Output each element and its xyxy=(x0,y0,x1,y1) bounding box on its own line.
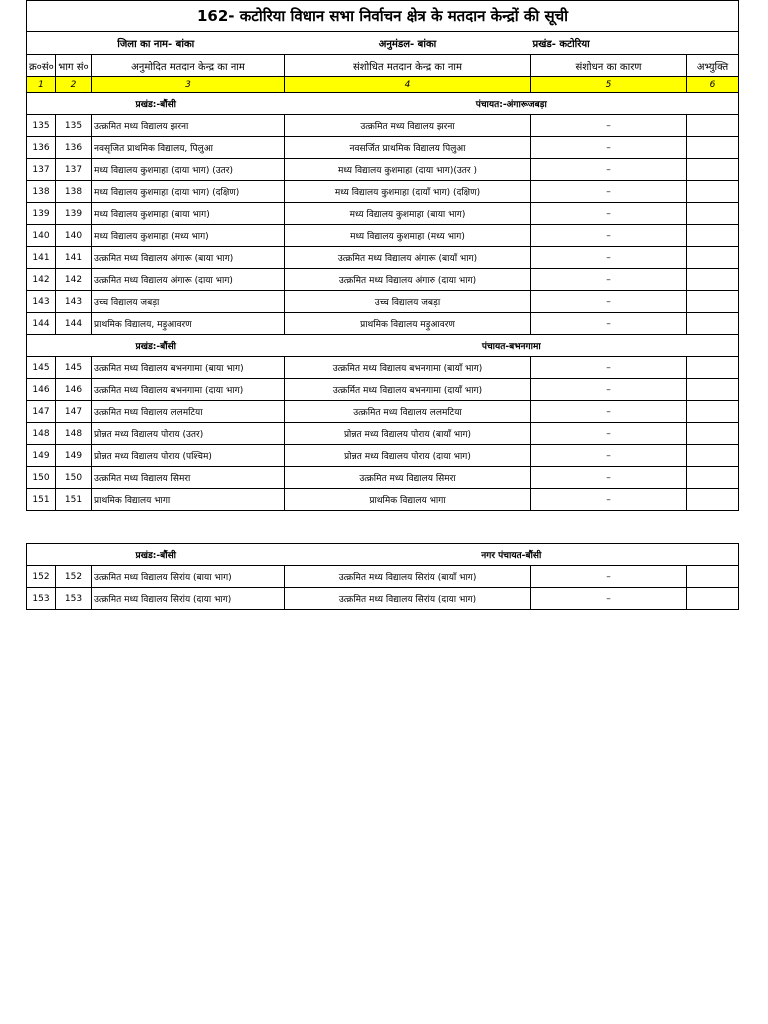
table-row xyxy=(27,445,739,467)
remarks-cell xyxy=(687,291,739,313)
column-number: 2 xyxy=(56,77,92,93)
remarks-cell xyxy=(687,203,739,225)
approved-name-cell: मध्य विद्यालय कुशमाहा (दाया भाग) (दक्षिण) xyxy=(92,181,285,203)
header-serial-no: क्र०सं० xyxy=(27,55,56,77)
revised-name-cell: मध्य विद्यालय कुशमाहा (दायाँ भाग) (दक्षिण) xyxy=(285,181,531,203)
serial-no-cell: 147 xyxy=(27,401,56,423)
table-row xyxy=(27,159,739,181)
serial-no-cell: 150 xyxy=(27,467,56,489)
part-no-cell: 146 xyxy=(56,379,92,401)
approved-name-cell: उत्क्रमित मध्य विद्यालय बभनगामा (दाया भाग) xyxy=(92,379,285,401)
header-approved-name: अनुमोदित मतदान केन्द्र का नाम xyxy=(92,55,285,77)
serial-no-cell: 144 xyxy=(27,313,56,335)
column-number: 5 xyxy=(531,77,687,93)
table-row xyxy=(27,313,739,335)
table-row xyxy=(27,115,739,137)
table-row xyxy=(27,247,739,269)
revision-reason-cell: – xyxy=(531,445,687,467)
remarks-cell xyxy=(687,588,739,610)
serial-no-cell: 145 xyxy=(27,357,56,379)
table-row xyxy=(27,181,739,203)
approved-name-cell: प्रोन्नत मध्य विद्यालय पोराय (उतर) xyxy=(92,423,285,445)
part-no-cell: 149 xyxy=(56,445,92,467)
serial-no-cell: 141 xyxy=(27,247,56,269)
column-number: 4 xyxy=(285,77,531,93)
part-no-cell: 141 xyxy=(56,247,92,269)
serial-no-cell: 139 xyxy=(27,203,56,225)
serial-no-cell: 140 xyxy=(27,225,56,247)
revision-reason-cell: – xyxy=(531,379,687,401)
table-row xyxy=(27,137,739,159)
part-no-cell: 143 xyxy=(56,291,92,313)
part-no-cell: 152 xyxy=(56,566,92,588)
part-no-cell: 137 xyxy=(56,159,92,181)
section-header-row xyxy=(27,335,739,357)
revision-reason-cell: – xyxy=(531,467,687,489)
revision-reason-cell: – xyxy=(531,225,687,247)
remarks-cell xyxy=(687,115,739,137)
remarks-cell xyxy=(687,159,739,181)
approved-name-cell: प्राथमिक विद्यालय भागा xyxy=(92,489,285,511)
polling-station-table xyxy=(26,0,739,511)
remarks-cell xyxy=(687,247,739,269)
header-revised-name: संशोधित मतदान केन्द्र का नाम xyxy=(285,55,531,77)
approved-name-cell: नवसृजित प्राथमिक विद्यालय, पिलुआ xyxy=(92,137,285,159)
revised-name-cell: उत्क्रमित मध्य विद्यालय ललमटिया xyxy=(285,401,531,423)
part-no-cell: 136 xyxy=(56,137,92,159)
approved-name-cell: उत्क्रमित मध्य विद्यालय सिरांय (दाया भाग) xyxy=(92,588,285,610)
approved-name-cell: उत्क्रमित मध्य विद्यालय सिमरा xyxy=(92,467,285,489)
revised-name-cell: उत्क्रमित मध्य विद्यालय अंगारू (बायाँ भाग) xyxy=(285,247,531,269)
table-row xyxy=(27,566,739,588)
table-row xyxy=(27,269,739,291)
column-number: 3 xyxy=(92,77,285,93)
revision-reason-cell: – xyxy=(531,357,687,379)
district-name: जिला का नाम- बांका xyxy=(27,32,285,55)
block-name: प्रखंड- कटोरिया xyxy=(531,32,739,55)
revision-reason-cell: – xyxy=(531,566,687,588)
approved-name-cell: उत्क्रमित मध्य विद्यालय सिरांय (बाया भाग) xyxy=(92,566,285,588)
approved-name-cell: उत्क्रमित मध्य विद्यालय बभनगामा (बाया भाग) xyxy=(92,357,285,379)
approved-name-cell: उच्च विद्यालय जबड़ा xyxy=(92,291,285,313)
approved-name-cell: उत्क्रमित मध्य विद्यालय अंगारू (दाया भाग) xyxy=(92,269,285,291)
header-revision-reason: संशोधन का कारण xyxy=(531,55,687,77)
table-row xyxy=(27,225,739,247)
remarks-cell xyxy=(687,269,739,291)
remarks-cell xyxy=(687,566,739,588)
serial-no-cell: 152 xyxy=(27,566,56,588)
remarks-cell xyxy=(687,313,739,335)
part-no-cell: 147 xyxy=(56,401,92,423)
revised-name-cell: उत्क्रर्मित मध्य विद्यालय बभनगामा (दायाँ भाग) xyxy=(285,379,531,401)
approved-name-cell: प्रोन्नत मध्य विद्यालय पोराय (पश्चिम) xyxy=(92,445,285,467)
part-no-cell: 150 xyxy=(56,467,92,489)
column-header-row xyxy=(27,55,739,77)
table-row xyxy=(27,291,739,313)
serial-no-cell: 146 xyxy=(27,379,56,401)
approved-name-cell: उत्क्रमित मध्य विद्यालय अंगारू (बाया भाग) xyxy=(92,247,285,269)
revision-reason-cell: – xyxy=(531,137,687,159)
revised-name-cell: नवसर्जित प्राथमिक विद्यालय पिलुआ xyxy=(285,137,531,159)
table-row xyxy=(27,467,739,489)
part-no-cell: 148 xyxy=(56,423,92,445)
table-row xyxy=(27,588,739,610)
revised-name-cell: प्रोन्नत मध्य विद्यालय पोराय (दाया भाग) xyxy=(285,445,531,467)
part-no-cell: 138 xyxy=(56,181,92,203)
section-header-row xyxy=(27,93,739,115)
serial-no-cell: 137 xyxy=(27,159,56,181)
revision-reason-cell: – xyxy=(531,423,687,445)
part-no-cell: 153 xyxy=(56,588,92,610)
serial-no-cell: 143 xyxy=(27,291,56,313)
remarks-cell xyxy=(687,225,739,247)
remarks-cell xyxy=(687,357,739,379)
serial-no-cell: 148 xyxy=(27,423,56,445)
header-part-no: भाग सं० xyxy=(56,55,92,77)
part-no-cell: 140 xyxy=(56,225,92,247)
serial-no-cell: 151 xyxy=(27,489,56,511)
remarks-cell xyxy=(687,445,739,467)
revision-reason-cell: – xyxy=(531,247,687,269)
revision-reason-cell: – xyxy=(531,291,687,313)
revision-reason-cell: – xyxy=(531,588,687,610)
section-block: प्रखंड:-बौंसी xyxy=(27,93,285,115)
revised-name-cell: उत्क्रमित मध्य विद्यालय सिरांय (बायाँ भाग) xyxy=(285,566,531,588)
polling-station-table-continued xyxy=(26,543,739,610)
revised-name-cell: उच्च विद्यालय जबड़ा xyxy=(285,291,531,313)
revision-reason-cell: – xyxy=(531,269,687,291)
remarks-cell xyxy=(687,379,739,401)
revision-reason-cell: – xyxy=(531,159,687,181)
column-number-row xyxy=(27,77,739,93)
revision-reason-cell: – xyxy=(531,401,687,423)
serial-no-cell: 142 xyxy=(27,269,56,291)
remarks-cell xyxy=(687,181,739,203)
part-no-cell: 151 xyxy=(56,489,92,511)
revised-name-cell: प्राथमिक विद्यालय मड़ुआवरण xyxy=(285,313,531,335)
approved-name-cell: मध्य विद्यालय कुशमाहा (बाया भाग) xyxy=(92,203,285,225)
section-panchayat: नगर पंचायत-बौंसी xyxy=(285,544,739,566)
section-header-row xyxy=(27,544,739,566)
revision-reason-cell: – xyxy=(531,181,687,203)
table-row xyxy=(27,357,739,379)
revised-name-cell: प्राथमिक विद्यालय भागा xyxy=(285,489,531,511)
revised-name-cell: उत्क्रमित मध्य विद्यालय अंगारु (दाया भाग) xyxy=(285,269,531,291)
table-row xyxy=(27,401,739,423)
remarks-cell xyxy=(687,423,739,445)
part-no-cell: 142 xyxy=(56,269,92,291)
remarks-cell xyxy=(687,401,739,423)
revised-name-cell: उत्क्रमित मध्य विद्यालय झरना xyxy=(285,115,531,137)
approved-name-cell: मध्य विद्यालय कुशमाहा (दाया भाग) (उतर) xyxy=(92,159,285,181)
approved-name-cell: प्राथमिक विद्यालय, मड़ुआवरण xyxy=(92,313,285,335)
header-remarks: अभ्युक्ति xyxy=(687,55,739,77)
remarks-cell xyxy=(687,467,739,489)
part-no-cell: 145 xyxy=(56,357,92,379)
serial-no-cell: 136 xyxy=(27,137,56,159)
serial-no-cell: 135 xyxy=(27,115,56,137)
part-no-cell: 135 xyxy=(56,115,92,137)
table-row xyxy=(27,489,739,511)
revised-name-cell: उत्क्रमित मध्य विद्यालय बभनगामा (बायाँ भाग) xyxy=(285,357,531,379)
section-panchayat: पंचायत:-अंगारूजबड़ा xyxy=(285,93,739,115)
section-block: प्रखंड:-बौंसी xyxy=(27,335,285,357)
section-block: प्रखंड:-बौंसी xyxy=(27,544,285,566)
remarks-cell xyxy=(687,137,739,159)
serial-no-cell: 138 xyxy=(27,181,56,203)
revised-name-cell: उत्क्रमित मध्य विद्यालय सिरांय (दाया भाग) xyxy=(285,588,531,610)
column-number: 6 xyxy=(687,77,739,93)
revision-reason-cell: – xyxy=(531,203,687,225)
approved-name-cell: उत्क्रमित मध्य विद्यालय झरना xyxy=(92,115,285,137)
serial-no-cell: 149 xyxy=(27,445,56,467)
subdivision-name: अनुमंडल- बांका xyxy=(285,32,531,55)
revision-reason-cell: – xyxy=(531,489,687,511)
table-row xyxy=(27,423,739,445)
revised-name-cell: मध्य विद्यालय कुशमाहा (दाया भाग)(उतर ) xyxy=(285,159,531,181)
document-title: 162- कटोरिया विधान सभा निर्वाचन क्षेत्र के मतदान केन्द्रों की सूची xyxy=(27,1,739,32)
revised-name-cell: मध्य विद्यालय कुशमाहा (बाया भाग) xyxy=(285,203,531,225)
table-row xyxy=(27,203,739,225)
approved-name-cell: उत्क्रमित मध्य विद्यालय ललमटिया xyxy=(92,401,285,423)
serial-no-cell: 153 xyxy=(27,588,56,610)
part-no-cell: 139 xyxy=(56,203,92,225)
approved-name-cell: मध्य विद्यालय कुशमाहा (मध्य भाग) xyxy=(92,225,285,247)
remarks-cell xyxy=(687,489,739,511)
revision-reason-cell: – xyxy=(531,313,687,335)
section-panchayat: पंचायत-बभनगामा xyxy=(285,335,739,357)
revised-name-cell: प्रोन्नत मध्य विद्यालय पोराय (बायाँ भाग) xyxy=(285,423,531,445)
revised-name-cell: मध्य विद्यालय कुशमाहा (मध्य भाग) xyxy=(285,225,531,247)
part-no-cell: 144 xyxy=(56,313,92,335)
table-row xyxy=(27,379,739,401)
revision-reason-cell: – xyxy=(531,115,687,137)
column-number: 1 xyxy=(27,77,56,93)
revised-name-cell: उत्क्रमित मध्य विद्यालय सिमरा xyxy=(285,467,531,489)
